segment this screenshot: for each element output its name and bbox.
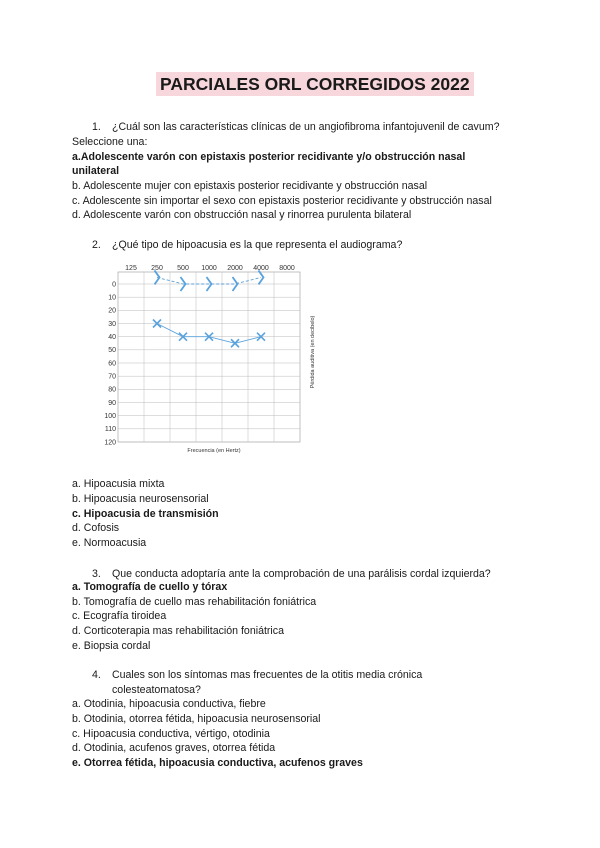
answer-correct: a.Adolescente varón con epistaxis posterior recidivante y/o obstrucción nasal <box>72 151 466 163</box>
grid-frame <box>118 272 300 442</box>
answer-option: c. Ecografía tiroidea <box>72 610 167 622</box>
y-tick-label: 30 <box>108 320 116 328</box>
question-number: 2. <box>92 239 101 251</box>
x-tick-label: 8000 <box>279 265 295 272</box>
y-tick-label: 10 <box>108 294 116 302</box>
question-text: ¿Cuál son las características clínicas de un angiofibroma infantojuvenil de cavum? <box>112 121 500 133</box>
x-axis-label: Frecuencia (en Hertz) <box>187 448 241 454</box>
bone-conduction-point <box>259 270 264 284</box>
answer-option: c. Hipoacusia conductiva, vértigo, otodinia <box>72 728 270 740</box>
x-tick-label: 250 <box>151 265 163 272</box>
question-number: 3. <box>92 568 101 580</box>
y-tick-label: 50 <box>108 347 116 355</box>
x-tick-label: 500 <box>177 265 189 272</box>
question-number: 4. <box>92 669 101 681</box>
answer-option: a. Hipoacusia mixta <box>72 478 165 490</box>
x-tick-label: 125 <box>125 265 137 272</box>
question-text-continued: colesteatomatosa? <box>112 684 201 696</box>
y-tick-label: 40 <box>108 334 116 342</box>
answer-option: d. Adolescente varón con obstrucción nasal y rinorrea purulenta bilateral <box>72 209 412 221</box>
answer-option: d. Cofosis <box>72 522 120 534</box>
answer-option: d. Otodinia, acufenos graves, otorrea fétida <box>72 742 276 754</box>
answer-option: c. Adolescente sin importar el sexo con epistaxis posterior recidivante y obstrucción nasal <box>72 195 492 207</box>
answer-correct: e. Otorrea fétida, hipoacusia conductiva, acufenos graves <box>72 757 363 769</box>
y-tick-label: 60 <box>108 360 116 368</box>
answer-correct: a. Tomografía de cuello y tórax <box>72 581 228 593</box>
answer-option: e. Normoacusia <box>72 537 147 549</box>
audiogram-chart <box>104 262 326 462</box>
question-prompt: Seleccione una: <box>72 136 148 148</box>
y-tick-label: 90 <box>108 399 116 407</box>
y-axis-label: Pérdida auditiva (en decibelo) <box>310 315 316 389</box>
page-title: PARCIALES ORL CORREGIDOS 2022 <box>156 72 474 96</box>
answer-option: d. Corticoterapia mas rehabilitación foniátrica <box>72 625 284 637</box>
question-2 <box>92 238 402 253</box>
question-number: 1. <box>92 121 101 133</box>
y-tick-label: 100 <box>104 413 116 421</box>
bone-conduction-point <box>155 270 160 284</box>
answer-option: b. Hipoacusia neurosensorial <box>72 493 209 505</box>
question-text: Cuales son los síntomas mas frecuentes de la otitis media crónica <box>112 669 423 681</box>
y-tick-label: 0 <box>112 281 116 289</box>
x-tick-label: 4000 <box>253 265 269 272</box>
y-tick-label: 110 <box>104 426 116 434</box>
air-conduction-point <box>231 339 239 347</box>
y-tick-label: 120 <box>104 439 116 447</box>
question-1 <box>92 120 499 135</box>
y-tick-label: 70 <box>108 373 116 381</box>
answer-option: b. Adolescente mujer con epistaxis posterior recidivante y obstrucción nasal <box>72 180 428 192</box>
air-conduction-line <box>157 324 261 344</box>
question-4 <box>92 668 422 683</box>
y-tick-label: 20 <box>108 307 116 315</box>
answer-option: b. Tomografía de cuello mas rehabilitación foniátrica <box>72 596 317 608</box>
question-text: Que conducta adoptaría ante la comprobación de una parálisis cordal izquierda? <box>112 568 491 580</box>
x-tick-label: 2000 <box>227 265 243 272</box>
question-text: ¿Qué tipo de hipoacusia es la que representa el audiograma? <box>112 239 403 251</box>
x-tick-label: 1000 <box>201 265 217 272</box>
answer-correct: c. Hipoacusia de transmisión <box>72 508 219 520</box>
answer-option: a. Otodinia, hipoacusia conductiva, fiebre <box>72 698 266 710</box>
answer-option: b. Otodinia, otorrea fétida, hipoacusia neurosensorial <box>72 713 321 725</box>
answer-option: e. Biopsia cordal <box>72 640 151 652</box>
answer-correct-continued: unilateral <box>72 165 120 177</box>
y-tick-label: 80 <box>108 386 116 394</box>
